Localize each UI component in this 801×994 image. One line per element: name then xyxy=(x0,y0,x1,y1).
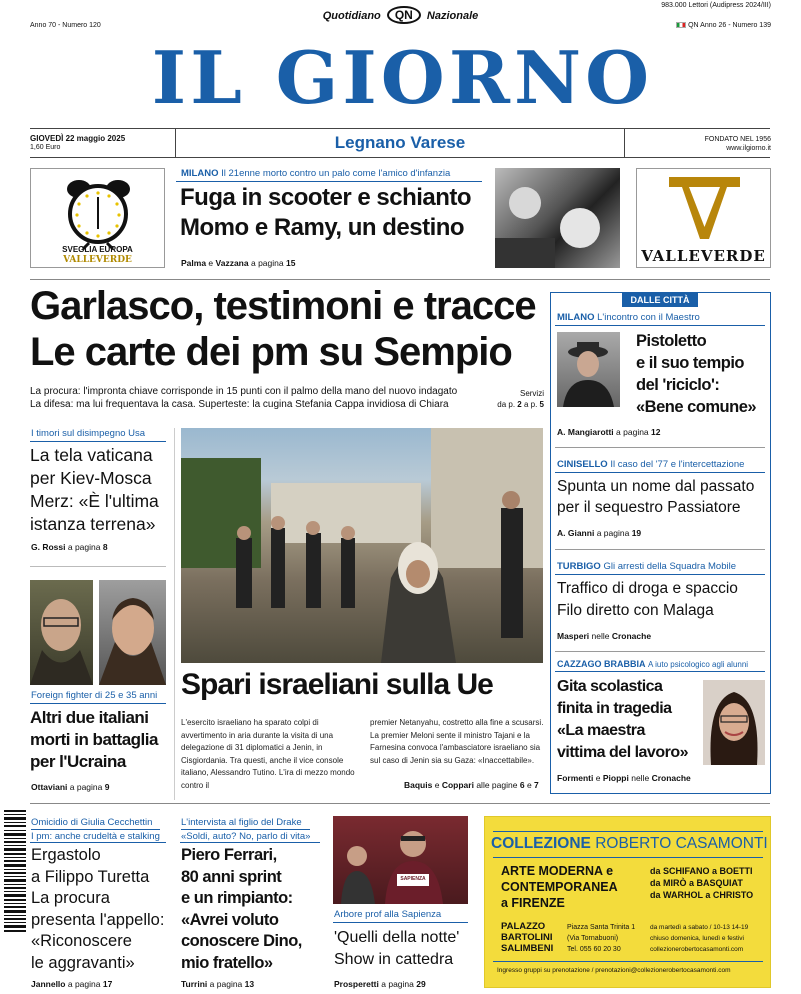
qn-issue: QN Anno 26 - Numero 139 xyxy=(688,22,771,29)
b2-rule xyxy=(180,842,320,843)
center-pages-and: e xyxy=(526,780,532,790)
ad-left-line1: SVEGLIA EUROPA xyxy=(62,245,133,254)
main-sub-line1: La procura: l'impronta chiave corrisponde in 15 punti con il palmo della mano del nuovo indagato xyxy=(30,386,458,397)
s3-line2: Filo diretto con Malaga xyxy=(557,602,714,619)
center-page-to: 7 xyxy=(534,780,539,790)
top-byline-page: 15 xyxy=(285,258,296,268)
ad-sveglia-europa[interactable] xyxy=(30,168,165,268)
top-byline-author2: Vazzana xyxy=(215,258,249,268)
s4-line2: finita in tragedia xyxy=(557,700,672,717)
b1-line5: «Riconoscere xyxy=(31,932,132,950)
b1-author: Jannello xyxy=(31,979,66,989)
readers-count: 983.000 Lettori (Audipress 2024/III) xyxy=(661,2,771,9)
ad-p3: SALIMBENI xyxy=(501,943,554,954)
s4-author1: Formenti xyxy=(557,773,594,783)
center-pages-label: alle pagine xyxy=(476,780,518,790)
left1-line2: per Kiev-Mosca xyxy=(30,468,152,488)
left2-byline xyxy=(31,782,109,792)
ad-r2: da MIRÒ a BASQUIAT xyxy=(650,878,743,888)
s3-author: Masperi xyxy=(557,631,590,641)
main-headline-line1: Garlasco, testimoni e tracce xyxy=(30,284,536,328)
top-byline-author1: Palma xyxy=(181,258,207,268)
main-servizi-label: Servizi xyxy=(519,389,544,398)
edition-name[interactable]: Legnano Varese xyxy=(175,128,625,158)
left1-line4: istanza terrena» xyxy=(30,514,156,534)
top-kicker xyxy=(181,168,450,179)
b1-page: 17 xyxy=(102,979,113,989)
main-pages xyxy=(492,388,544,410)
main-pages-to-label: a p. xyxy=(523,400,538,409)
quotidiano-label: Quotidiano xyxy=(322,10,381,22)
b3-byline xyxy=(334,979,426,989)
s1-line4: «Bene comune» xyxy=(636,398,757,416)
left1-page: 8 xyxy=(102,542,108,552)
ad-top-rule xyxy=(493,831,763,832)
s3-divider xyxy=(555,651,765,652)
s4-author2: Pioppi xyxy=(602,773,629,783)
top-story-photo[interactable] xyxy=(495,168,620,268)
center-author1: Baquis xyxy=(404,780,433,790)
s3-headline[interactable] xyxy=(557,578,738,622)
fighter-photo-1[interactable] xyxy=(30,580,93,685)
ad-r1: da SCHIFANO a BOETTI xyxy=(650,866,753,876)
top-kicker-rule xyxy=(176,181,482,182)
website[interactable]: www.ilgiorno.it xyxy=(726,145,771,152)
barcode-icon xyxy=(4,810,26,935)
top-byline-and: e xyxy=(208,258,214,268)
s3-place: TURBIGO xyxy=(557,561,601,572)
left2-line1: Altri due italiani xyxy=(30,708,149,727)
s3-kicker xyxy=(557,561,736,572)
b3-kicker: Arbore prof alla Sapienza xyxy=(334,909,442,920)
center-author2: Coppari xyxy=(441,780,474,790)
center-byline xyxy=(404,780,539,790)
fighter-2-portrait xyxy=(99,580,166,685)
left2-rule xyxy=(30,703,166,704)
s4-headline[interactable] xyxy=(557,676,688,764)
left1-headline[interactable] xyxy=(30,444,159,536)
b2-byline xyxy=(181,979,254,989)
ad-l2: CONTEMPORANEA xyxy=(501,880,618,894)
top-headline-line1: Fuga in scooter e schianto xyxy=(180,184,472,211)
s2-page-label: a pagina xyxy=(596,528,630,538)
issue-date: GIOVEDÌ 22 maggio 2025 xyxy=(30,134,126,143)
b2-kicker-line2: «Soldi, auto? No, parlo di vita» xyxy=(181,831,311,842)
maestra-portrait xyxy=(703,680,765,765)
ad-a2: (Via Tornabuoni) xyxy=(567,935,619,942)
left2-page: 9 xyxy=(104,782,110,792)
top-kicker-place: MILANO xyxy=(181,168,219,179)
ad-title-word2: ROBERTO CASAMONTI xyxy=(595,835,768,852)
s3-rule xyxy=(555,574,765,575)
s1-headline[interactable] xyxy=(636,330,756,418)
left1-byline xyxy=(31,542,108,552)
b2-kicker-line1: L'intervista al figlio del Drake xyxy=(181,817,302,828)
left2-author: Ottaviani xyxy=(31,782,68,792)
ad-o3: collezionerobertocasamonti.com xyxy=(650,946,744,953)
fighter-photo-2[interactable] xyxy=(99,580,166,685)
s4-kicker xyxy=(557,659,748,669)
ad-l1: ARTE MODERNA e xyxy=(501,864,614,878)
ad-right-block xyxy=(650,865,753,901)
b2-line4: «Avrei voluto xyxy=(181,910,279,929)
nazionale-label: Nazionale xyxy=(426,10,479,22)
masthead-title[interactable]: IL GIORNO xyxy=(151,35,654,120)
b1-line1: Ergastolo xyxy=(31,846,101,864)
ad-footer: Ingresso gruppi su prenotazione / prenotazioni@collezionerobertocasamonti.com xyxy=(497,967,731,974)
pistoletto-portrait xyxy=(557,332,620,407)
b2-author: Turrini xyxy=(181,979,208,989)
b2-line3: e un rimpianto: xyxy=(181,889,293,907)
b2-line5: conoscere Dino, xyxy=(181,932,302,950)
ad-foot-rule xyxy=(493,961,763,962)
sidebar-label: DALLE CITTÀ xyxy=(622,293,698,307)
main-headline-line2: Le carte dei pm su Sempio xyxy=(30,330,512,374)
photo-silhouette xyxy=(495,168,620,268)
left2-kicker: Foreign fighter di 25 e 35 anni xyxy=(31,690,158,701)
ad-title xyxy=(491,835,766,853)
s4-page-label: nelle xyxy=(631,773,650,783)
b1-byline xyxy=(31,979,112,989)
b3-page: 29 xyxy=(416,979,426,989)
s3-line1: Traffico di droga e spaccio xyxy=(557,580,738,597)
b3-line1: 'Quelli della notte' xyxy=(334,929,460,946)
left2-line2: morti in battaglia xyxy=(30,730,158,749)
s1-rule xyxy=(555,325,765,326)
s2-page: 19 xyxy=(631,528,642,538)
left2-headline[interactable] xyxy=(30,707,158,773)
divider-top xyxy=(30,279,770,280)
s1-place: MILANO xyxy=(557,312,595,323)
s4-section: Cronache xyxy=(651,773,691,783)
main-sub-line2: La difesa: ma lui frequentava la casa. Superteste: la cugina Stefania Cappa invidiosa di Chiara xyxy=(30,399,449,410)
ad-o2: chiuso domenica, lunedì e festivi xyxy=(650,935,744,942)
center-body-col1: L'esercito israeliano ha sparato colpi di avvertimento in aria durante la visita di una delegazione di 31 diplomatici a Jenin, in Cisgiordania. Tra questi, anche il vice console italiano, Alessandro Tutino. L'ira di mezzo mondo contro il xyxy=(181,718,355,790)
left1-page-label: a pagina xyxy=(67,542,101,552)
s1-page-label: a pagina xyxy=(616,427,649,437)
ad-palazzo xyxy=(501,921,553,954)
ad-left-block xyxy=(501,863,618,911)
s2-kicker-text: Il caso del '77 e l'intercettazione xyxy=(610,459,745,470)
s1-divider xyxy=(555,447,765,448)
b1-line4: presenta l'appello: xyxy=(31,910,165,929)
s1-kicker-text: L'incontro con il Maestro xyxy=(597,312,700,323)
top-headline-line2: Momo e Ramy, un destino xyxy=(180,214,465,241)
b1-kicker-line2: I pm: anche crudeltà e stalking xyxy=(31,831,160,842)
divider-bottom xyxy=(30,803,770,804)
center-and: e xyxy=(434,780,440,790)
s2-line1: Spunta un nome dal passato xyxy=(557,478,755,495)
s2-divider xyxy=(555,549,765,550)
s1-line2: e il suo tempio xyxy=(636,354,745,372)
ad-right-brand: VALLEVERDE xyxy=(641,247,766,265)
left1-line3: Merz: «È l'ultima xyxy=(30,491,159,511)
s4-kicker-text: A iuto psicologico agli alunni xyxy=(648,660,749,669)
b1-line3: La procura xyxy=(31,889,110,907)
left2-line3: per l'Ucraina xyxy=(30,752,126,771)
top-byline-page-label: a pagina xyxy=(250,258,284,268)
ad-p1: PALAZZO xyxy=(501,921,546,932)
s4-line3: «La maestra xyxy=(557,722,645,739)
s4-line4: vittima del lavoro» xyxy=(557,744,688,761)
s2-byline xyxy=(557,528,641,538)
top-headline[interactable] xyxy=(180,183,471,243)
s3-byline xyxy=(557,631,651,641)
col-divider-left xyxy=(174,428,175,800)
ad-title-word1: COLLEZIONE xyxy=(491,835,591,852)
jenin-scene xyxy=(181,428,543,663)
left1-kicker: I timori sul disimpegno Usa xyxy=(31,428,146,439)
s4-rule xyxy=(555,671,765,672)
s3-page-label: nelle xyxy=(591,631,610,641)
italy-flag-icon xyxy=(676,22,686,28)
arbore-photo[interactable] xyxy=(333,816,468,904)
top-kicker-text: Il 21enne morto contro un palo come l'amico d'infanzia xyxy=(221,168,451,179)
ad-left-line2: VALLEVERDE xyxy=(63,255,132,265)
s3-section: Cronache xyxy=(611,631,652,641)
b3-line2: Show in cattedra xyxy=(334,951,454,968)
s1-kicker xyxy=(557,312,700,323)
center-headline[interactable]: Spari israeliani sulla Ue xyxy=(181,668,493,701)
b1-kicker xyxy=(31,816,160,843)
left-divider xyxy=(30,566,166,567)
b1-page-label: a pagina xyxy=(67,979,101,989)
arbore-scene xyxy=(333,816,468,904)
b3-rule xyxy=(333,922,468,923)
b3-page-label: a pagina xyxy=(381,979,414,989)
s2-line2: per il sequestro Passiatore xyxy=(557,499,741,516)
sapienza-badge: SAPIENZA xyxy=(400,876,426,882)
jenin-photo[interactable] xyxy=(181,428,543,663)
b2-line1: Piero Ferrari, xyxy=(181,846,277,864)
s2-place: CINISELLO xyxy=(557,459,608,470)
main-subheadline xyxy=(30,385,457,411)
s4-and: e xyxy=(595,773,601,783)
ad-a1: Piazza Santa Trinita 1 xyxy=(567,924,636,931)
left1-author: G. Rossi xyxy=(31,542,66,552)
ad-title-rule xyxy=(493,857,763,858)
s1-line3: del 'riciclo': xyxy=(636,376,720,394)
valleverde-logo-icon xyxy=(637,169,772,249)
b2-headline[interactable] xyxy=(181,845,302,974)
b2-kicker xyxy=(181,816,310,843)
s1-page: 12 xyxy=(651,427,661,437)
ad-p2: BARTOLINI xyxy=(501,932,553,943)
ad-casamonti[interactable] xyxy=(484,816,771,988)
b1-headline[interactable] xyxy=(31,845,164,974)
ad-address xyxy=(567,922,635,955)
ad-o1: da martedì a sabato / 10-13 14-19 xyxy=(650,924,749,931)
top-byline xyxy=(181,258,295,268)
b1-kicker-line1: Omicidio di Giulia Cecchettin xyxy=(31,817,153,828)
maestra-photo[interactable] xyxy=(703,680,765,765)
main-pages-from: 2 xyxy=(517,400,522,409)
s4-place: CAZZAGO BRABBIA xyxy=(557,659,646,669)
left2-page-label: a pagina xyxy=(69,782,103,792)
ad-valleverde[interactable] xyxy=(636,168,771,268)
left1-rule xyxy=(30,441,166,442)
b3-headline[interactable] xyxy=(334,927,459,971)
issue-number-right xyxy=(676,22,771,29)
b1-line2: a Filippo Turetta xyxy=(31,867,150,886)
b2-page: 13 xyxy=(244,979,255,989)
fighter-1-portrait xyxy=(30,580,93,685)
s4-line1: Gita scolastica xyxy=(557,678,663,695)
s2-rule xyxy=(555,472,765,473)
s2-author: A. Gianni xyxy=(557,528,595,538)
s2-kicker xyxy=(557,459,744,470)
b2-line6: mio fratello» xyxy=(181,953,273,972)
founded: FONDATO NEL 1956 xyxy=(704,136,771,143)
ad-l3: a FIRENZE xyxy=(501,896,565,910)
main-pages-to: 5 xyxy=(539,400,544,409)
main-pages-from-label: da p. xyxy=(497,400,516,409)
b1-rule xyxy=(30,842,166,843)
b3-author: Prosperetti xyxy=(334,979,379,989)
s3-kicker-text: Gli arresti della Squadra Mobile xyxy=(603,561,736,572)
qn-logo: QN xyxy=(387,6,421,24)
ad-r3: da WARHOL a CHRISTO xyxy=(650,890,754,900)
s1-author: A. Mangiarotti xyxy=(557,427,614,437)
b2-line2: 80 anni sprint xyxy=(181,867,282,886)
s1-byline xyxy=(557,427,661,437)
b1-line6: le aggravanti» xyxy=(31,953,135,972)
center-body-col2: premier Netanyahu, costretto alla fine a scusarsi. La premier Meloni sente il ministro Tajani e la Farnesina convoca l'ambasciatore israeliano sia sul caso di Jenin sia su Gaza: «Inaccettabile». xyxy=(370,718,544,765)
ad-opening xyxy=(650,922,748,955)
issue-number-left: Anno 70 - Numero 120 xyxy=(30,22,101,29)
s1-line1: Pistoletto xyxy=(636,332,707,350)
ad-a3: Tel. 055 60 20 30 xyxy=(567,946,621,953)
pistoletto-photo[interactable] xyxy=(557,332,620,407)
s4-byline xyxy=(557,773,691,783)
center-page-from: 6 xyxy=(519,780,525,790)
s2-headline[interactable] xyxy=(557,476,754,518)
price: 1,60 Euro xyxy=(30,144,61,151)
b2-page-label: a pagina xyxy=(209,979,243,989)
left1-line1: La tela vaticana xyxy=(30,445,153,465)
main-headline[interactable] xyxy=(30,283,536,375)
alarm-clock-icon xyxy=(31,169,166,269)
